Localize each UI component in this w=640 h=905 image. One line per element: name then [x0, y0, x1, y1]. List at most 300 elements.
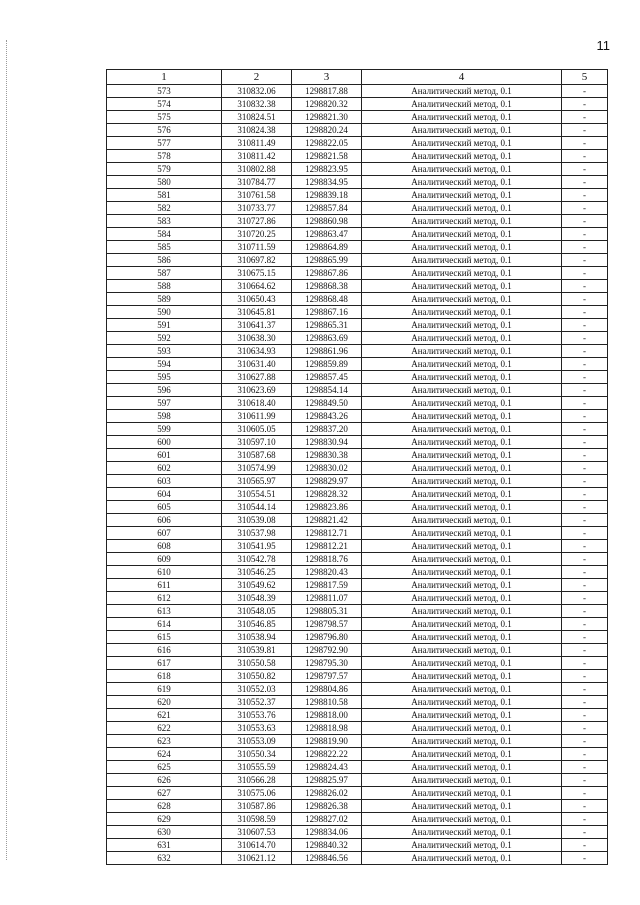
table-row [107, 735, 608, 748]
y-coordinate-cell: 1298805.31 [292, 605, 362, 618]
point-number-cell: 605 [107, 501, 222, 514]
table-row [107, 826, 608, 839]
value-cell: - [562, 501, 608, 514]
method-cell: Аналитический метод, 0.1 [362, 527, 562, 540]
point-number-cell: 576 [107, 124, 222, 137]
method-cell: Аналитический метод, 0.1 [362, 709, 562, 722]
value-cell: - [562, 423, 608, 436]
method-cell: Аналитический метод, 0.1 [362, 150, 562, 163]
method-cell: Аналитический метод, 0.1 [362, 722, 562, 735]
x-coordinate-cell: 310645.81 [222, 306, 292, 319]
value-cell: - [562, 488, 608, 501]
x-coordinate-cell: 310611.99 [222, 410, 292, 423]
x-coordinate-cell: 310550.82 [222, 670, 292, 683]
x-coordinate-cell: 310575.06 [222, 787, 292, 800]
table-row [107, 137, 608, 150]
y-coordinate-cell: 1298817.59 [292, 579, 362, 592]
method-cell: Аналитический метод, 0.1 [362, 644, 562, 657]
table-row [107, 150, 608, 163]
method-cell: Аналитический метод, 0.1 [362, 228, 562, 241]
point-number-cell: 583 [107, 215, 222, 228]
value-cell: - [562, 358, 608, 371]
y-coordinate-cell: 1298859.89 [292, 358, 362, 371]
method-cell: Аналитический метод, 0.1 [362, 358, 562, 371]
method-cell: Аналитический метод, 0.1 [362, 410, 562, 423]
x-coordinate-cell: 310565.97 [222, 475, 292, 488]
table-row [107, 709, 608, 722]
x-coordinate-cell: 310546.85 [222, 618, 292, 631]
table-row [107, 228, 608, 241]
value-cell: - [562, 215, 608, 228]
table-row [107, 683, 608, 696]
method-cell: Аналитический метод, 0.1 [362, 514, 562, 527]
column-header-2: 2 [222, 70, 292, 85]
table-row [107, 85, 608, 98]
table-row [107, 436, 608, 449]
page-number: 11 [596, 38, 610, 53]
point-number-cell: 607 [107, 527, 222, 540]
table-row [107, 657, 608, 670]
y-coordinate-cell: 1298810.58 [292, 696, 362, 709]
method-cell: Аналитический метод, 0.1 [362, 566, 562, 579]
value-cell: - [562, 397, 608, 410]
value-cell: - [562, 176, 608, 189]
x-coordinate-cell: 310598.59 [222, 813, 292, 826]
table-row [107, 215, 608, 228]
table-row [107, 488, 608, 501]
value-cell: - [562, 813, 608, 826]
point-number-cell: 626 [107, 774, 222, 787]
value-cell: - [562, 436, 608, 449]
value-cell: - [562, 748, 608, 761]
table-row [107, 124, 608, 137]
y-coordinate-cell: 1298812.71 [292, 527, 362, 540]
x-coordinate-cell: 310650.43 [222, 293, 292, 306]
method-cell: Аналитический метод, 0.1 [362, 696, 562, 709]
x-coordinate-cell: 310824.51 [222, 111, 292, 124]
value-cell: - [562, 683, 608, 696]
x-coordinate-cell: 310552.03 [222, 683, 292, 696]
y-coordinate-cell: 1298867.86 [292, 267, 362, 280]
point-number-cell: 631 [107, 839, 222, 852]
x-coordinate-cell: 310550.58 [222, 657, 292, 670]
y-coordinate-cell: 1298804.86 [292, 683, 362, 696]
x-coordinate-cell: 310832.06 [222, 85, 292, 98]
method-cell: Аналитический метод, 0.1 [362, 813, 562, 826]
y-coordinate-cell: 1298818.76 [292, 553, 362, 566]
y-coordinate-cell: 1298824.43 [292, 761, 362, 774]
method-cell: Аналитический метод, 0.1 [362, 579, 562, 592]
x-coordinate-cell: 310811.49 [222, 137, 292, 150]
x-coordinate-cell: 310554.51 [222, 488, 292, 501]
column-header-3: 3 [292, 70, 362, 85]
method-cell: Аналитический метод, 0.1 [362, 345, 562, 358]
x-coordinate-cell: 310761.58 [222, 189, 292, 202]
y-coordinate-cell: 1298843.26 [292, 410, 362, 423]
point-number-cell: 575 [107, 111, 222, 124]
point-number-cell: 630 [107, 826, 222, 839]
method-cell: Аналитический метод, 0.1 [362, 462, 562, 475]
x-coordinate-cell: 310623.69 [222, 384, 292, 397]
table-row [107, 358, 608, 371]
x-coordinate-cell: 310587.86 [222, 800, 292, 813]
table-row [107, 553, 608, 566]
point-number-cell: 625 [107, 761, 222, 774]
point-number-cell: 617 [107, 657, 222, 670]
table-row [107, 384, 608, 397]
y-coordinate-cell: 1298821.42 [292, 514, 362, 527]
method-cell: Аналитический метод, 0.1 [362, 670, 562, 683]
x-coordinate-cell: 310607.53 [222, 826, 292, 839]
x-coordinate-cell: 310824.38 [222, 124, 292, 137]
table-row [107, 332, 608, 345]
method-cell: Аналитический метод, 0.1 [362, 761, 562, 774]
value-cell: - [562, 670, 608, 683]
y-coordinate-cell: 1298840.32 [292, 839, 362, 852]
coordinates-table [106, 69, 608, 865]
table-row [107, 293, 608, 306]
value-cell: - [562, 540, 608, 553]
value-cell: - [562, 579, 608, 592]
value-cell: - [562, 774, 608, 787]
value-cell: - [562, 852, 608, 865]
x-coordinate-cell: 310627.88 [222, 371, 292, 384]
y-coordinate-cell: 1298839.18 [292, 189, 362, 202]
y-coordinate-cell: 1298796.80 [292, 631, 362, 644]
x-coordinate-cell: 310802.88 [222, 163, 292, 176]
x-coordinate-cell: 310555.59 [222, 761, 292, 774]
table-row [107, 241, 608, 254]
table-row [107, 774, 608, 787]
table-row [107, 462, 608, 475]
method-cell: Аналитический метод, 0.1 [362, 787, 562, 800]
method-cell: Аналитический метод, 0.1 [362, 449, 562, 462]
y-coordinate-cell: 1298797.57 [292, 670, 362, 683]
y-coordinate-cell: 1298817.88 [292, 85, 362, 98]
point-number-cell: 595 [107, 371, 222, 384]
column-header-4: 4 [362, 70, 562, 85]
value-cell: - [562, 722, 608, 735]
value-cell: - [562, 605, 608, 618]
method-cell: Аналитический метод, 0.1 [362, 124, 562, 137]
table-row [107, 670, 608, 683]
method-cell: Аналитический метод, 0.1 [362, 826, 562, 839]
x-coordinate-cell: 310631.40 [222, 358, 292, 371]
method-cell: Аналитический метод, 0.1 [362, 553, 562, 566]
method-cell: Аналитический метод, 0.1 [362, 163, 562, 176]
value-cell: - [562, 761, 608, 774]
y-coordinate-cell: 1298829.97 [292, 475, 362, 488]
point-number-cell: 578 [107, 150, 222, 163]
x-coordinate-cell: 310638.30 [222, 332, 292, 345]
method-cell: Аналитический метод, 0.1 [362, 202, 562, 215]
method-cell: Аналитический метод, 0.1 [362, 98, 562, 111]
x-coordinate-cell: 310618.40 [222, 397, 292, 410]
x-coordinate-cell: 310549.62 [222, 579, 292, 592]
x-coordinate-cell: 310634.93 [222, 345, 292, 358]
y-coordinate-cell: 1298828.32 [292, 488, 362, 501]
x-coordinate-cell: 310711.59 [222, 241, 292, 254]
point-number-cell: 573 [107, 85, 222, 98]
method-cell: Аналитический метод, 0.1 [362, 748, 562, 761]
point-number-cell: 620 [107, 696, 222, 709]
method-cell: Аналитический метод, 0.1 [362, 618, 562, 631]
table-row [107, 202, 608, 215]
y-coordinate-cell: 1298812.21 [292, 540, 362, 553]
y-coordinate-cell: 1298863.47 [292, 228, 362, 241]
table-row [107, 592, 608, 605]
y-coordinate-cell: 1298827.02 [292, 813, 362, 826]
y-coordinate-cell: 1298861.96 [292, 345, 362, 358]
x-coordinate-cell: 310727.86 [222, 215, 292, 228]
table-body [107, 85, 608, 865]
method-cell: Аналитический метод, 0.1 [362, 241, 562, 254]
y-coordinate-cell: 1298825.97 [292, 774, 362, 787]
point-number-cell: 577 [107, 137, 222, 150]
y-coordinate-cell: 1298849.50 [292, 397, 362, 410]
point-number-cell: 581 [107, 189, 222, 202]
point-number-cell: 598 [107, 410, 222, 423]
value-cell: - [562, 410, 608, 423]
method-cell: Аналитический метод, 0.1 [362, 189, 562, 202]
point-number-cell: 628 [107, 800, 222, 813]
value-cell: - [562, 592, 608, 605]
point-number-cell: 623 [107, 735, 222, 748]
value-cell: - [562, 254, 608, 267]
x-coordinate-cell: 310587.68 [222, 449, 292, 462]
method-cell: Аналитический метод, 0.1 [362, 319, 562, 332]
x-coordinate-cell: 310548.05 [222, 605, 292, 618]
point-number-cell: 629 [107, 813, 222, 826]
table-row [107, 319, 608, 332]
x-coordinate-cell: 310553.63 [222, 722, 292, 735]
y-coordinate-cell: 1298834.95 [292, 176, 362, 189]
point-number-cell: 592 [107, 332, 222, 345]
value-cell: - [562, 163, 608, 176]
point-number-cell: 614 [107, 618, 222, 631]
table-row [107, 579, 608, 592]
table-row [107, 111, 608, 124]
x-coordinate-cell: 310574.99 [222, 462, 292, 475]
table-row [107, 787, 608, 800]
y-coordinate-cell: 1298819.90 [292, 735, 362, 748]
y-coordinate-cell: 1298795.30 [292, 657, 362, 670]
y-coordinate-cell: 1298821.58 [292, 150, 362, 163]
value-cell: - [562, 787, 608, 800]
x-coordinate-cell: 310697.82 [222, 254, 292, 267]
x-coordinate-cell: 310641.37 [222, 319, 292, 332]
x-coordinate-cell: 310553.76 [222, 709, 292, 722]
x-coordinate-cell: 310539.08 [222, 514, 292, 527]
point-number-cell: 594 [107, 358, 222, 371]
point-number-cell: 608 [107, 540, 222, 553]
method-cell: Аналитический метод, 0.1 [362, 631, 562, 644]
value-cell: - [562, 319, 608, 332]
y-coordinate-cell: 1298854.14 [292, 384, 362, 397]
y-coordinate-cell: 1298830.02 [292, 462, 362, 475]
y-coordinate-cell: 1298798.57 [292, 618, 362, 631]
table-row [107, 254, 608, 267]
method-cell: Аналитический метод, 0.1 [362, 176, 562, 189]
y-coordinate-cell: 1298857.84 [292, 202, 362, 215]
table-row [107, 514, 608, 527]
value-cell: - [562, 553, 608, 566]
scan-margin-line [6, 40, 7, 860]
point-number-cell: 613 [107, 605, 222, 618]
x-coordinate-cell: 310544.14 [222, 501, 292, 514]
value-cell: - [562, 826, 608, 839]
value-cell: - [562, 150, 608, 163]
x-coordinate-cell: 310675.15 [222, 267, 292, 280]
method-cell: Аналитический метод, 0.1 [362, 423, 562, 436]
table-row [107, 839, 608, 852]
y-coordinate-cell: 1298868.38 [292, 280, 362, 293]
method-cell: Аналитический метод, 0.1 [362, 605, 562, 618]
method-cell: Аналитический метод, 0.1 [362, 306, 562, 319]
method-cell: Аналитический метод, 0.1 [362, 852, 562, 865]
point-number-cell: 612 [107, 592, 222, 605]
method-cell: Аналитический метод, 0.1 [362, 475, 562, 488]
value-cell: - [562, 514, 608, 527]
table-row [107, 527, 608, 540]
y-coordinate-cell: 1298792.90 [292, 644, 362, 657]
point-number-cell: 621 [107, 709, 222, 722]
value-cell: - [562, 228, 608, 241]
y-coordinate-cell: 1298826.38 [292, 800, 362, 813]
value-cell: - [562, 644, 608, 657]
y-coordinate-cell: 1298811.07 [292, 592, 362, 605]
point-number-cell: 597 [107, 397, 222, 410]
value-cell: - [562, 384, 608, 397]
x-coordinate-cell: 310537.98 [222, 527, 292, 540]
y-coordinate-cell: 1298860.98 [292, 215, 362, 228]
method-cell: Аналитический метод, 0.1 [362, 267, 562, 280]
method-cell: Аналитический метод, 0.1 [362, 774, 562, 787]
point-number-cell: 587 [107, 267, 222, 280]
point-number-cell: 624 [107, 748, 222, 761]
value-cell: - [562, 527, 608, 540]
x-coordinate-cell: 310811.42 [222, 150, 292, 163]
method-cell: Аналитический метод, 0.1 [362, 501, 562, 514]
table-header-row [107, 70, 608, 85]
method-cell: Аналитический метод, 0.1 [362, 397, 562, 410]
value-cell: - [562, 709, 608, 722]
point-number-cell: 596 [107, 384, 222, 397]
value-cell: - [562, 618, 608, 631]
y-coordinate-cell: 1298823.95 [292, 163, 362, 176]
value-cell: - [562, 475, 608, 488]
x-coordinate-cell: 310597.10 [222, 436, 292, 449]
table-row [107, 813, 608, 826]
point-number-cell: 588 [107, 280, 222, 293]
point-number-cell: 622 [107, 722, 222, 735]
point-number-cell: 610 [107, 566, 222, 579]
method-cell: Аналитический метод, 0.1 [362, 215, 562, 228]
table-row [107, 280, 608, 293]
point-number-cell: 606 [107, 514, 222, 527]
x-coordinate-cell: 310548.39 [222, 592, 292, 605]
table-row [107, 345, 608, 358]
point-number-cell: 589 [107, 293, 222, 306]
x-coordinate-cell: 310550.34 [222, 748, 292, 761]
method-cell: Аналитический метод, 0.1 [362, 371, 562, 384]
y-coordinate-cell: 1298863.69 [292, 332, 362, 345]
value-cell: - [562, 332, 608, 345]
point-number-cell: 619 [107, 683, 222, 696]
point-number-cell: 600 [107, 436, 222, 449]
x-coordinate-cell: 310553.09 [222, 735, 292, 748]
table-row [107, 631, 608, 644]
y-coordinate-cell: 1298826.02 [292, 787, 362, 800]
method-cell: Аналитический метод, 0.1 [362, 839, 562, 852]
table-row [107, 852, 608, 865]
table-row [107, 371, 608, 384]
value-cell: - [562, 202, 608, 215]
method-cell: Аналитический метод, 0.1 [362, 384, 562, 397]
x-coordinate-cell: 310541.95 [222, 540, 292, 553]
point-number-cell: 584 [107, 228, 222, 241]
y-coordinate-cell: 1298818.00 [292, 709, 362, 722]
x-coordinate-cell: 310720.25 [222, 228, 292, 241]
table-row [107, 98, 608, 111]
method-cell: Аналитический метод, 0.1 [362, 293, 562, 306]
y-coordinate-cell: 1298865.99 [292, 254, 362, 267]
value-cell: - [562, 137, 608, 150]
table-row [107, 618, 608, 631]
column-header-1: 1 [107, 70, 222, 85]
column-header-5: 5 [562, 70, 608, 85]
x-coordinate-cell: 310664.62 [222, 280, 292, 293]
y-coordinate-cell: 1298830.38 [292, 449, 362, 462]
table-row [107, 410, 608, 423]
method-cell: Аналитический метод, 0.1 [362, 657, 562, 670]
x-coordinate-cell: 310539.81 [222, 644, 292, 657]
point-number-cell: 582 [107, 202, 222, 215]
y-coordinate-cell: 1298823.86 [292, 501, 362, 514]
point-number-cell: 632 [107, 852, 222, 865]
value-cell: - [562, 462, 608, 475]
point-number-cell: 615 [107, 631, 222, 644]
table-row [107, 605, 608, 618]
value-cell: - [562, 111, 608, 124]
table-row [107, 475, 608, 488]
x-coordinate-cell: 310538.94 [222, 631, 292, 644]
x-coordinate-cell: 310546.25 [222, 566, 292, 579]
value-cell: - [562, 306, 608, 319]
y-coordinate-cell: 1298820.43 [292, 566, 362, 579]
value-cell: - [562, 345, 608, 358]
x-coordinate-cell: 310614.70 [222, 839, 292, 852]
table-row [107, 696, 608, 709]
y-coordinate-cell: 1298846.56 [292, 852, 362, 865]
x-coordinate-cell: 310621.12 [222, 852, 292, 865]
table-row [107, 189, 608, 202]
value-cell: - [562, 566, 608, 579]
method-cell: Аналитический метод, 0.1 [362, 735, 562, 748]
table-row [107, 761, 608, 774]
point-number-cell: 585 [107, 241, 222, 254]
y-coordinate-cell: 1298857.45 [292, 371, 362, 384]
point-number-cell: 593 [107, 345, 222, 358]
value-cell: - [562, 124, 608, 137]
method-cell: Аналитический метод, 0.1 [362, 332, 562, 345]
y-coordinate-cell: 1298820.32 [292, 98, 362, 111]
value-cell: - [562, 371, 608, 384]
method-cell: Аналитический метод, 0.1 [362, 540, 562, 553]
y-coordinate-cell: 1298837.20 [292, 423, 362, 436]
y-coordinate-cell: 1298821.30 [292, 111, 362, 124]
point-number-cell: 602 [107, 462, 222, 475]
